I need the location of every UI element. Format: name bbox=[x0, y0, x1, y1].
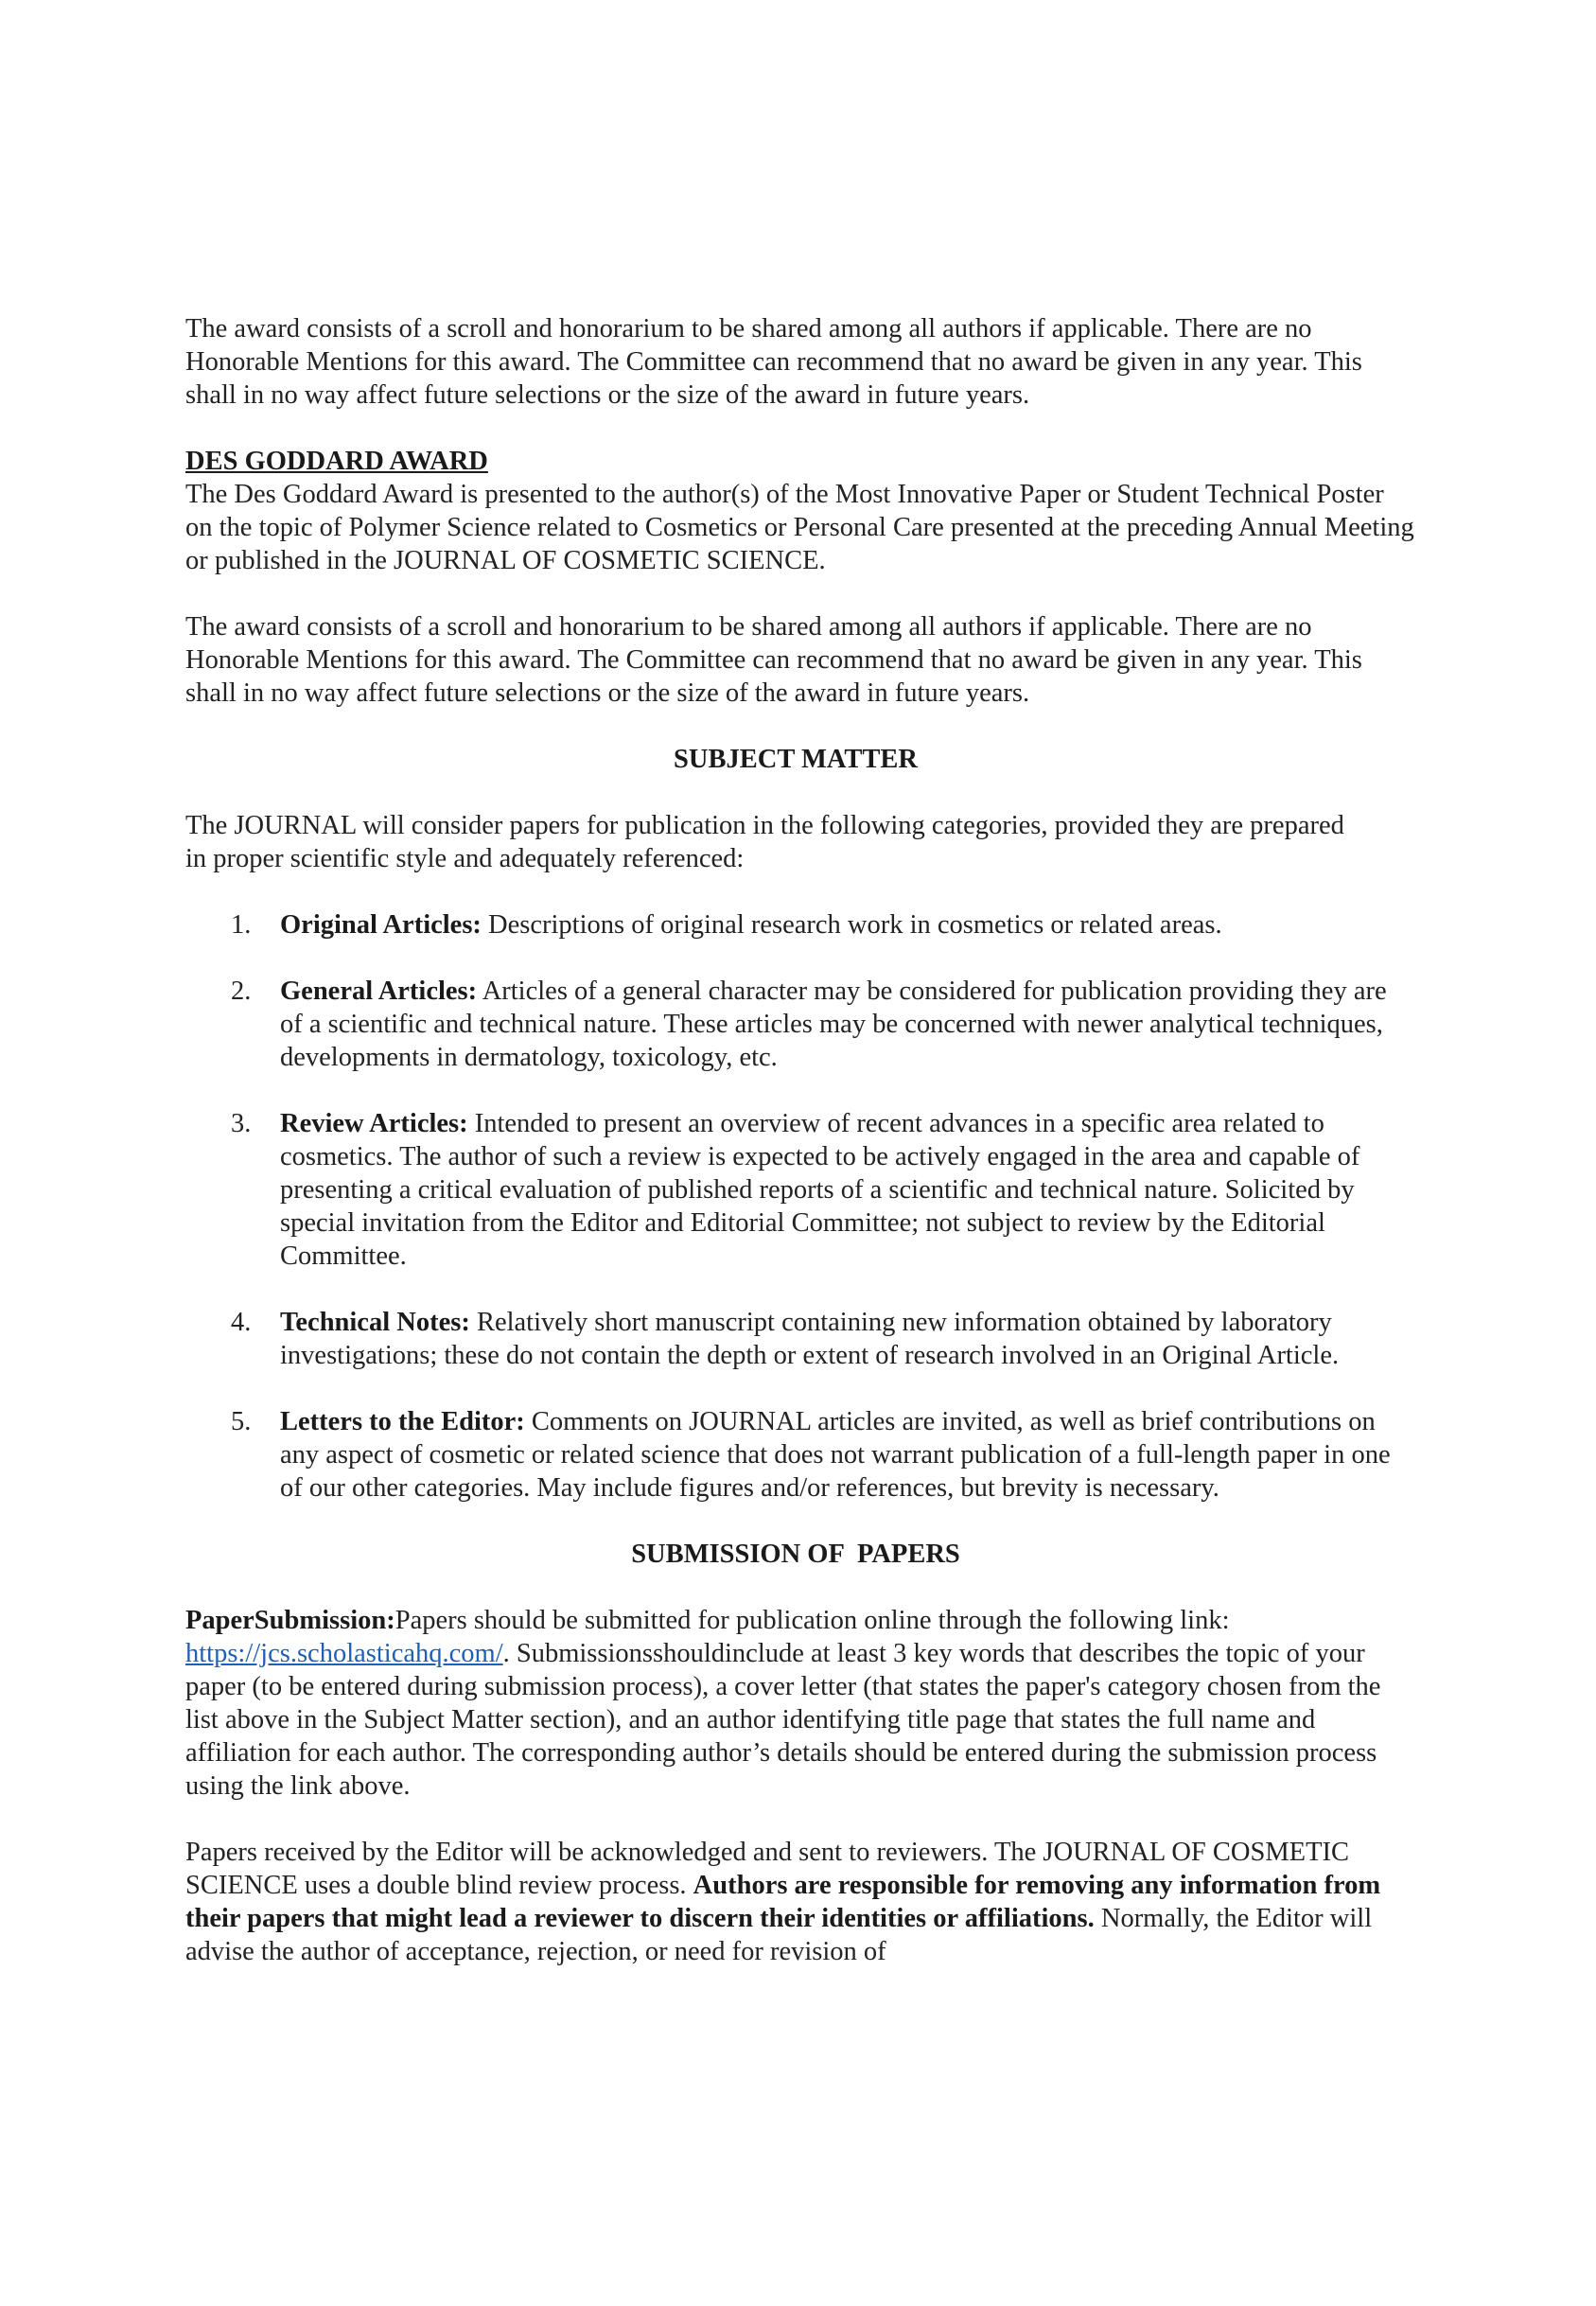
category-term: Review Articles: bbox=[280, 1109, 468, 1138]
subject-matter-heading: SUBJECT MATTER bbox=[674, 745, 918, 774]
spacer bbox=[185, 412, 1415, 445]
submission-lead-text: Papers should be submitted for publication online through the following link: bbox=[395, 1606, 1230, 1635]
review-bold-text: Authors are responsible for removing any information from their papers that might lead a reviewer to discern their identities or affiliations. bbox=[185, 1871, 1381, 1933]
submission-heading: SUBMISSION OF PAPERS bbox=[631, 1540, 960, 1569]
des-goddard-award-terms: The award consists of a scroll and honorarium to be shared among all authors if applicable. There are no Honorable Mentions for this award. The Committee can recommend that no award be given in any year. This shall in no way affect future selections or the size of the award in future years. bbox=[185, 612, 1362, 708]
award-terms-paragraph-previous: The award consists of a scroll and honorarium to be shared among all authors if applicable. There are no Honorable Mentions for this award. The Committee can recommend that no award be given in any year. This shall in no way affect future selections or the size of the award in future years. bbox=[185, 314, 1362, 410]
submission-after-link-text: . Submissionsshouldinclude at least 3 key words that describes the topic of your paper (to be entered during submission process), a cover letter (that states the paper's category chosen from the list above in the Subject Matter section), and an author identifying title page that states the full name and affiliation for each author. The corresponding author’s details should be entered during the submission process using the link above. bbox=[185, 1639, 1381, 1801]
spacer bbox=[185, 776, 1415, 809]
list-item bbox=[185, 1306, 1415, 1372]
review-paragraph bbox=[185, 1836, 1415, 1968]
list-item bbox=[185, 908, 1415, 942]
spacer bbox=[185, 1571, 1415, 1604]
category-term: General Articles: bbox=[280, 977, 478, 1006]
submission-label: PaperSubmission: bbox=[185, 1606, 395, 1635]
submission-link[interactable]: https://jcs.scholasticahq.com/ bbox=[185, 1639, 503, 1668]
category-term: Original Articles: bbox=[280, 910, 482, 940]
subject-matter-intro: The JOURNAL will consider papers for publication in the following categories, provided they are prepared in proper scientific style and adequately referenced: bbox=[185, 811, 1344, 873]
des-goddard-award-description: The Des Goddard Award is presented to the author(s) of the Most Innovative Paper or Student Technical Poster on the topic of Polymer Science related to Cosmetics or Personal Care presented at the preceding Annual Meeting or published in the JOURNAL OF COSMETIC SCIENCE. bbox=[185, 480, 1414, 575]
list-item-number: 1. bbox=[231, 910, 252, 940]
spacer bbox=[185, 710, 1415, 743]
category-term: Technical Notes: bbox=[280, 1308, 470, 1337]
list-item-number: 2. bbox=[231, 977, 252, 1006]
category-text: Articles of a general character may be considered for publication providing they are of a scientific and technical nature. These articles may be concerned with newer analytical techniques, developments in dermatology, toxicology, etc. bbox=[280, 977, 1387, 1072]
spacer bbox=[185, 1803, 1415, 1836]
category-term: Letters to the Editor: bbox=[280, 1407, 525, 1436]
review-lead-text: Papers received by the Editor will be acknowledged and sent to reviewers. The JOURNAL OF COSMETIC SCIENCE uses a double blind review process. bbox=[185, 1838, 1349, 1900]
list-item bbox=[185, 1107, 1415, 1273]
submission-paragraph bbox=[185, 1604, 1415, 1803]
list-item bbox=[185, 1405, 1415, 1505]
spacer bbox=[185, 1505, 1415, 1538]
spacer bbox=[185, 875, 1415, 908]
list-item-number: 5. bbox=[231, 1407, 252, 1436]
category-text: Comments on JOURNAL articles are invited, as well as brief contributions on any aspect of cosmetic or related science that does not warrant publication of a full-length paper in one of our other categories. May include figures and/or references, but brevity is necessary. bbox=[280, 1407, 1391, 1503]
category-text: Descriptions of original research work in cosmetics or related areas. bbox=[481, 910, 1222, 940]
list-item-number: 3. bbox=[231, 1109, 252, 1138]
spacer bbox=[185, 577, 1415, 610]
category-text: Intended to present an overview of recent advances in a specific area related to cosmetics. The author of such a review is expected to be actively engaged in the area and capable of presenting a critical evaluation of published reports of a scientific and technical nature. Solicited by special invitation from the Editor and Editorial Committee; not subject to review by the Editorial Committee. bbox=[280, 1109, 1360, 1271]
list-item bbox=[185, 975, 1415, 1074]
category-list bbox=[185, 908, 1415, 1505]
review-tail-text: Normally, the Editor will advise the author of acceptance, rejection, or need for revision of bbox=[185, 1904, 1373, 1966]
des-goddard-award-heading: DES GODDARD AWARD bbox=[185, 447, 488, 476]
list-item-number: 4. bbox=[231, 1308, 252, 1337]
category-text: Relatively short manuscript containing new information obtained by laboratory investigations; these do not contain the depth or extent of research involved in an Original Article. bbox=[280, 1308, 1340, 1370]
document-body bbox=[185, 312, 1415, 1968]
